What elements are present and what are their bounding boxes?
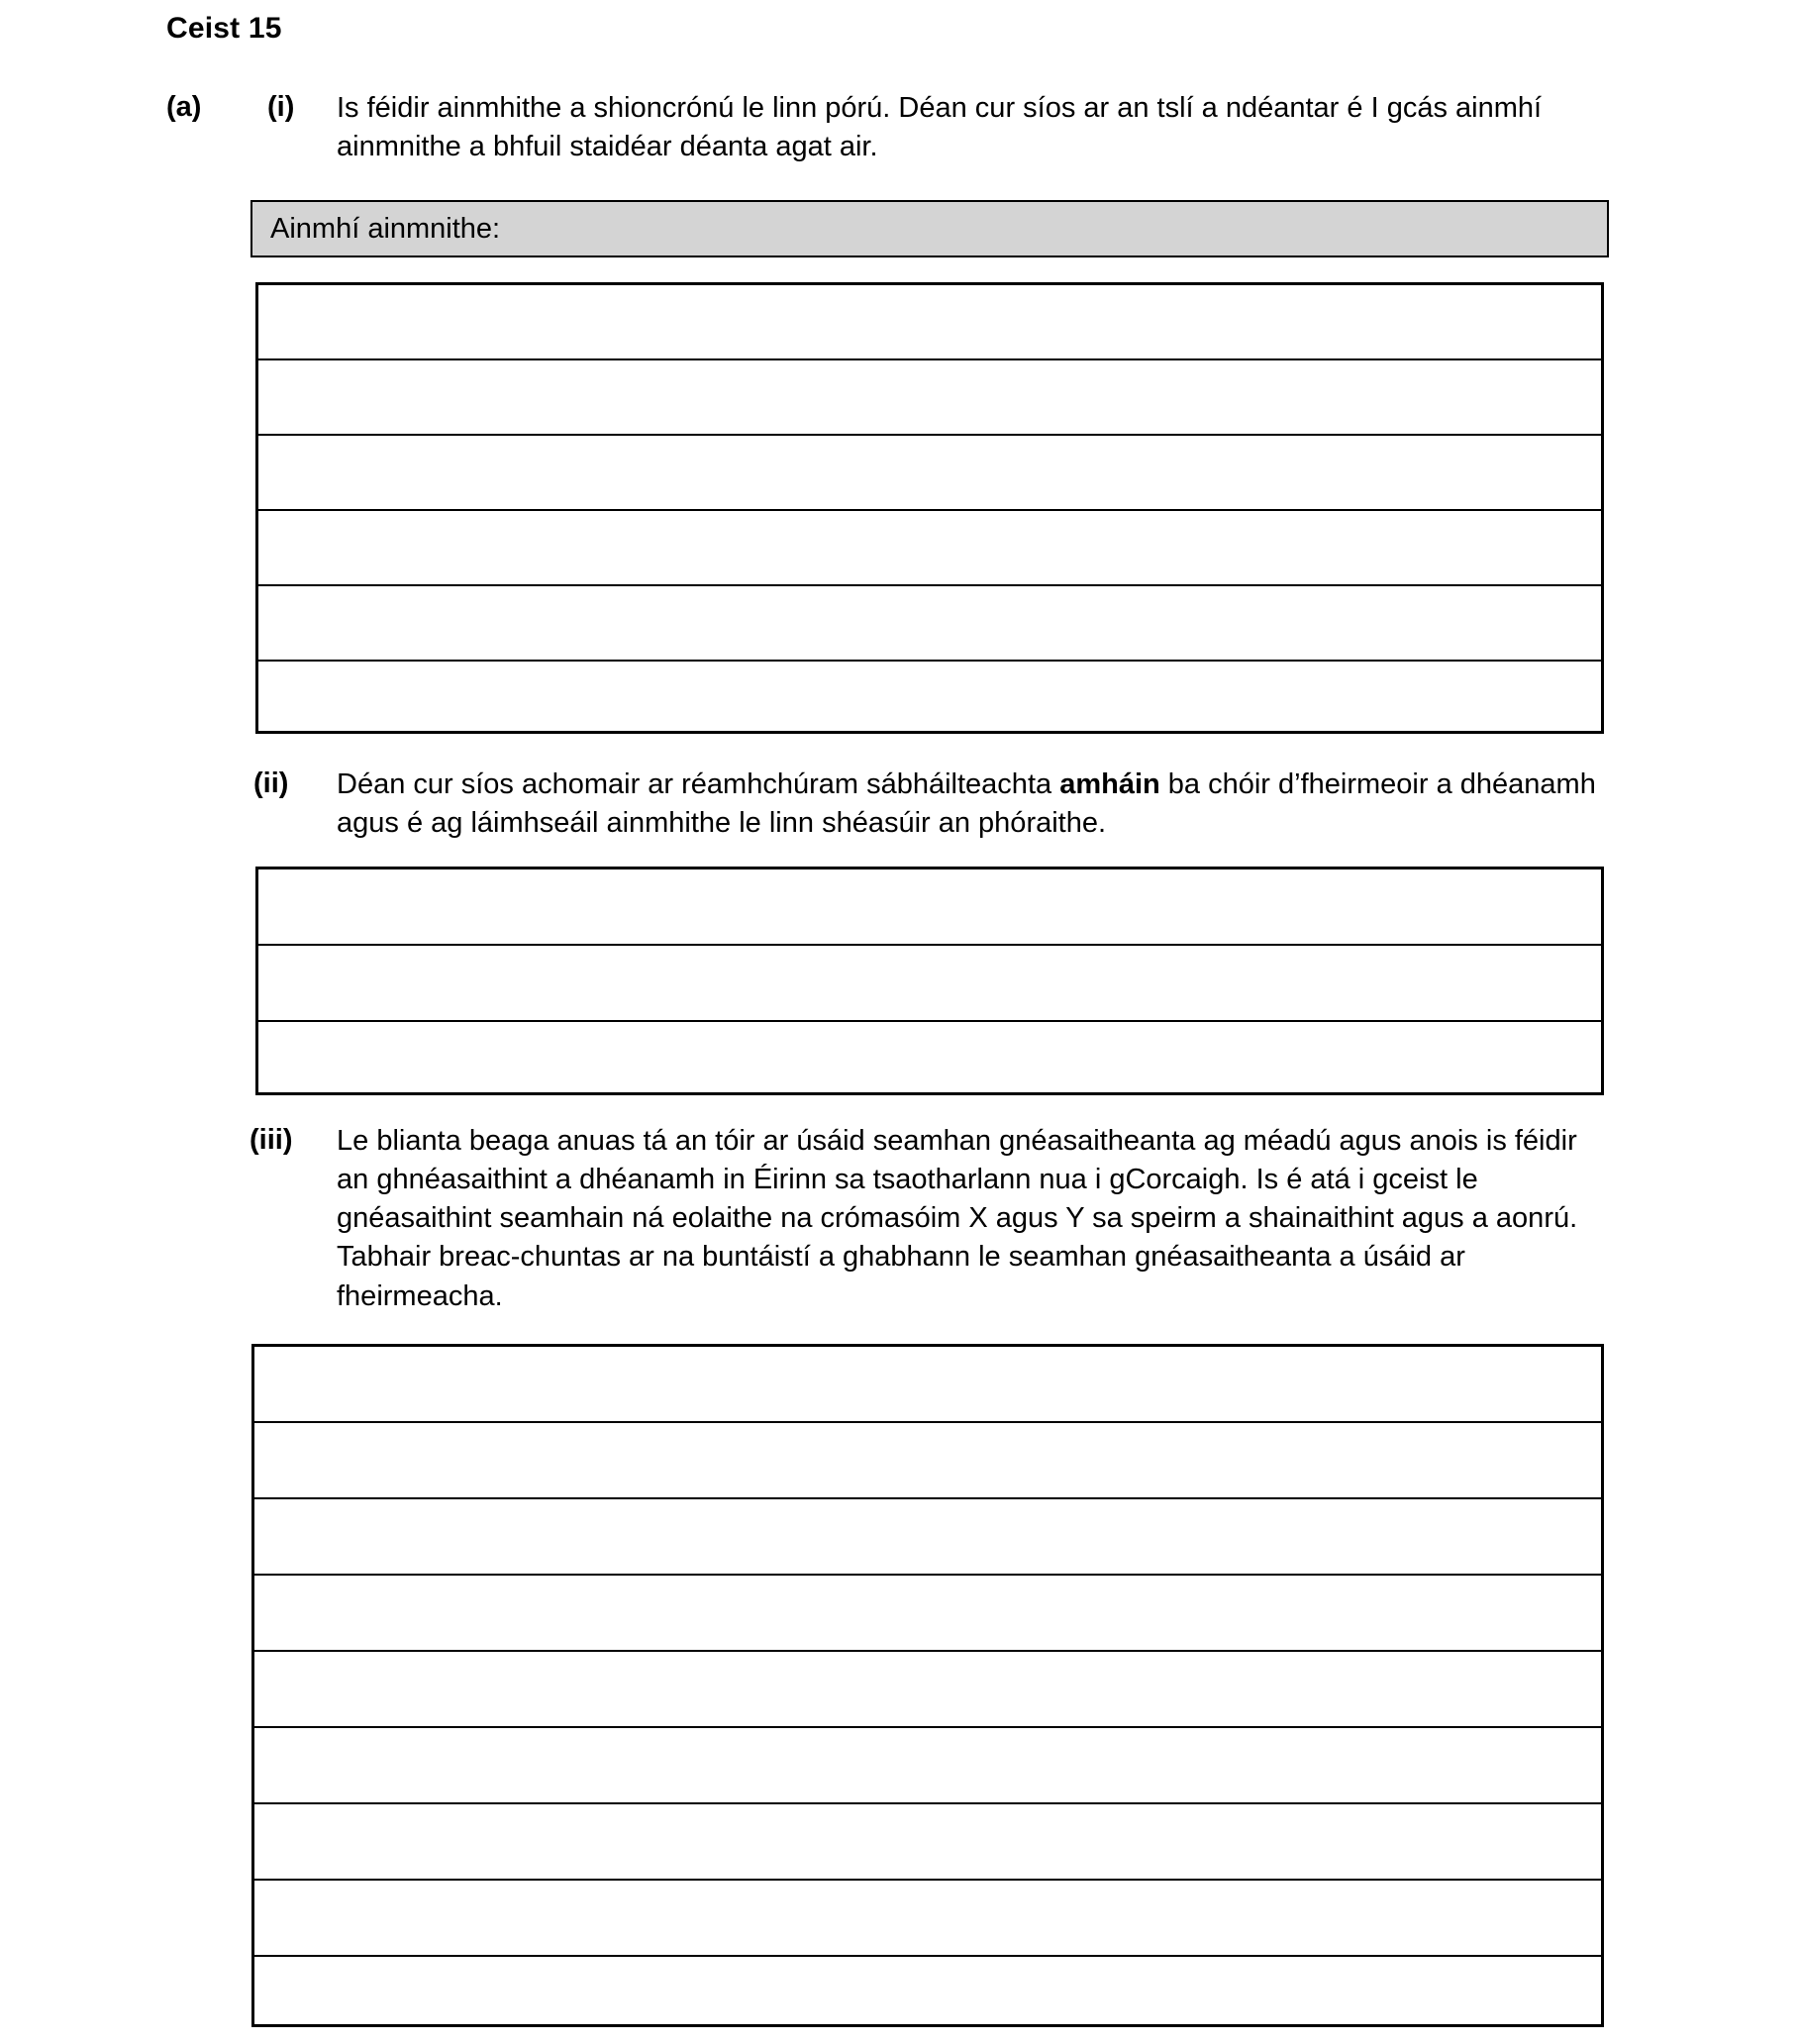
answer-line[interactable]	[254, 1499, 1601, 1576]
page-title: Ceist 15	[166, 12, 282, 45]
subpart-iii-text-line5: seamhan gnéasaitheanta a úsáid ar fheirmeacha.	[337, 1241, 1465, 1312]
answer-line[interactable]	[258, 360, 1601, 436]
named-animal-header-box	[250, 200, 1609, 257]
subpart-i-text	[337, 89, 1614, 166]
answer-line[interactable]	[254, 1652, 1601, 1728]
subpart-ii-emphasis: amháin	[1059, 768, 1160, 800]
answer-line[interactable]	[254, 1576, 1601, 1652]
subpart-i-text-line2: ainmhí ainmnithe a bhfuil staidéar déanta agat air.	[337, 92, 1543, 163]
subpart-iii-text	[337, 1122, 1614, 1316]
answer-box-ii[interactable]	[255, 867, 1604, 1095]
answer-line[interactable]	[258, 511, 1601, 586]
answer-line[interactable]	[258, 436, 1601, 511]
subpart-i-text-line1: Is féidir ainmhithe a shioncrónú le linn pórú. Déan cur síos ar an tslí a ndéantar é I gcás	[337, 92, 1448, 124]
subpart-iii-text-line2: anois is féidir an ghnéasaithint a dhéanamh in Éirinn sa tsaotharlann nua i gCorcaigh. Is	[337, 1125, 1577, 1196]
answer-line[interactable]	[258, 586, 1601, 662]
answer-box-iii[interactable]	[251, 1344, 1604, 2027]
answer-line[interactable]	[254, 1804, 1601, 1881]
part-label-a: (a)	[166, 91, 202, 123]
answer-line[interactable]	[254, 1728, 1601, 1804]
subpart-label-i: (i)	[267, 91, 295, 123]
subpart-ii-text-line2: a dhéanamh agus é ag láimhseáil ainmhithe le linn shéasúir an phóraithe.	[337, 768, 1596, 840]
answer-line[interactable]	[254, 1881, 1601, 1957]
answer-line[interactable]	[258, 869, 1601, 946]
answer-line[interactable]	[258, 1022, 1601, 1092]
named-animal-label: Ainmhí ainmnithe:	[270, 212, 501, 245]
subpart-iii-text-line4: shainaithint agus a aonrú. Tabhair breac-chuntas ar na buntáistí a ghabhann le	[337, 1202, 1578, 1274]
subpart-label-ii: (ii)	[253, 767, 289, 799]
subpart-ii-text-before-bold: Déan cur síos achomair ar réamhchúram sábháilteachta	[337, 768, 1060, 800]
answer-line[interactable]	[258, 946, 1601, 1022]
subpart-ii-text-after-bold: ba chóir d’fheirmeoir	[1159, 768, 1429, 800]
subpart-iii-text-line1: Le blianta beaga anuas tá an tóir ar úsáid seamhan gnéasaitheanta ag méadú agus	[337, 1125, 1402, 1157]
answer-line[interactable]	[254, 1957, 1601, 2024]
answer-line[interactable]	[254, 1347, 1601, 1423]
answer-box-i[interactable]	[255, 282, 1604, 734]
answer-line[interactable]	[254, 1423, 1601, 1499]
answer-line[interactable]	[258, 285, 1601, 360]
answer-line[interactable]	[258, 662, 1601, 731]
subpart-iii-text-line3: é atá i gceist le gnéasaithint seamhain ná eolaithe na crómasóim X agus Y sa speirm a	[337, 1164, 1478, 1235]
subpart-ii-text	[337, 766, 1614, 843]
subpart-label-iii: (iii)	[250, 1124, 293, 1156]
